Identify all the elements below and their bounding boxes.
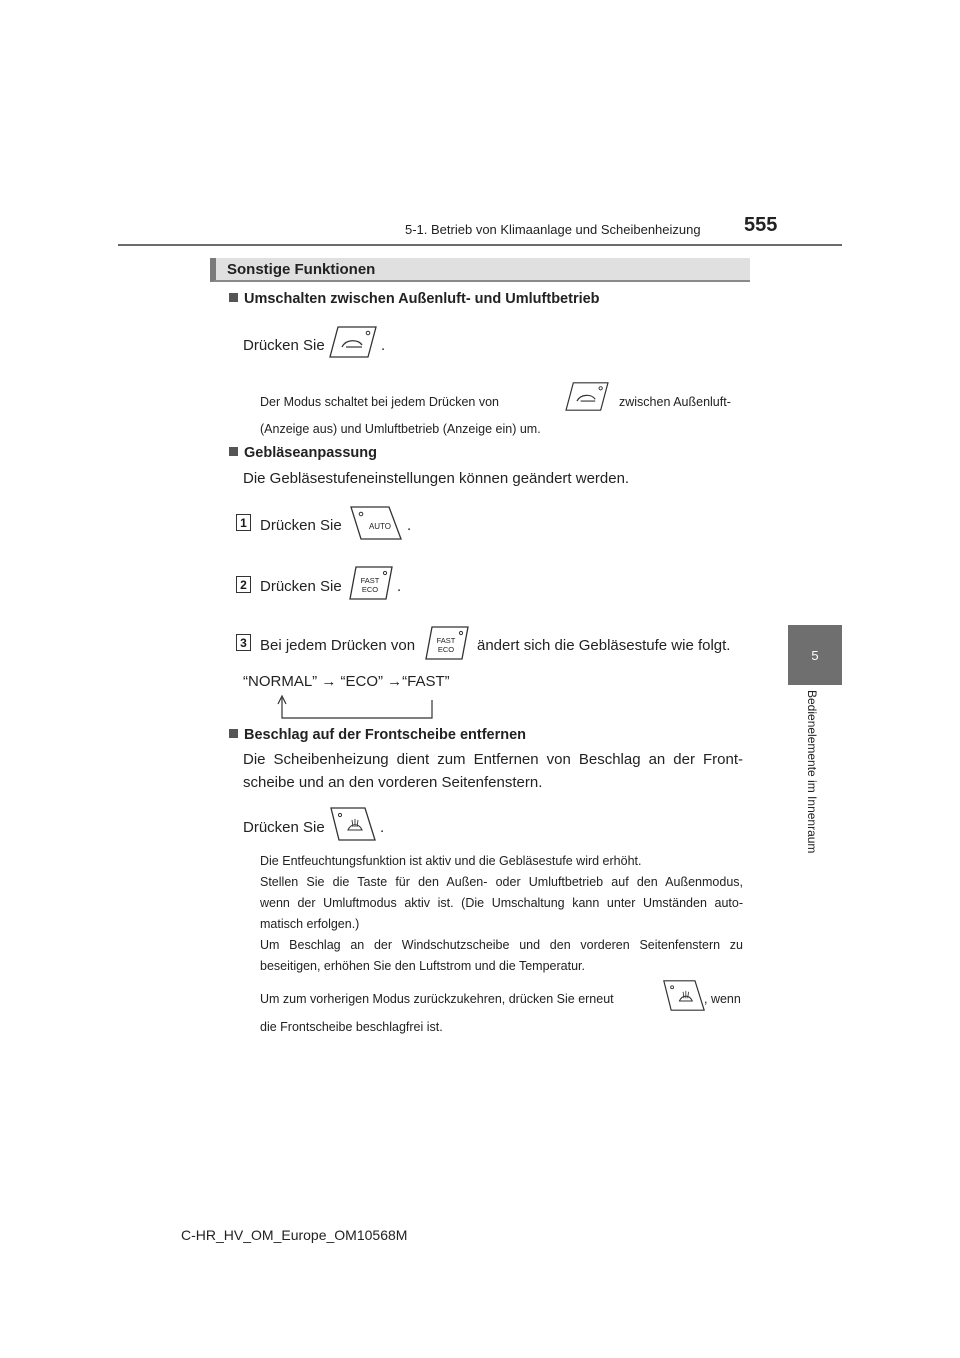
step-number-1: 1 bbox=[236, 514, 251, 531]
cycle-return-arrow-icon bbox=[272, 694, 438, 724]
fan-heading-row bbox=[229, 445, 377, 461]
fan-heading: Gebläseanpassung bbox=[244, 445, 377, 461]
fan-cycle-text: “NORMAL” → “ECO” →“FAST” bbox=[243, 673, 450, 690]
recirculation-button-icon bbox=[328, 325, 378, 359]
recirc-note-part1: Der Modus schaltet bei jedem Drücken von bbox=[260, 395, 500, 409]
defog-return-line2: die Frontscheibe beschlagfrei ist. bbox=[260, 1020, 443, 1034]
bullet-square-icon bbox=[229, 447, 238, 456]
defog-press-prefix: Drücken Sie bbox=[243, 819, 325, 836]
recirc-heading-row bbox=[229, 291, 600, 307]
defog-note-6: beseitigen, erhöhen Sie den Luftstrom und die Temperatur. bbox=[260, 959, 585, 973]
defog-heading-row bbox=[229, 727, 526, 743]
defog-press-suffix: . bbox=[380, 819, 385, 836]
document-id: C-HR_HV_OM_Europe_OM10568M bbox=[181, 1227, 408, 1243]
defog-heading: Beschlag auf der Frontscheibe entfernen bbox=[244, 727, 527, 743]
recirc-note-part2: zwischen Außenluft- bbox=[619, 395, 731, 409]
defog-return-part1: Um zum vorherigen Modus zurückzukehren, drücken Sie erneut bbox=[260, 992, 614, 1006]
defog-note-4: matisch erfolgen.) bbox=[260, 917, 360, 931]
auto-button-text: AUTO bbox=[368, 522, 392, 531]
step-1-prefix: Drücken Sie bbox=[260, 517, 342, 534]
chapter-tab: 5 bbox=[788, 625, 842, 685]
chapter-tab-label-wrap bbox=[805, 690, 827, 875]
section-header bbox=[210, 258, 750, 282]
step-3-prefix: Bei jedem Drücken von bbox=[260, 637, 416, 654]
bullet-square-icon bbox=[229, 293, 238, 302]
recirculation-button-icon bbox=[564, 381, 610, 412]
recirc-note-line2: (Anzeige aus) und Umluftbetrieb (Anzeige ein) um. bbox=[260, 422, 541, 436]
defog-intro-line1: Die Scheibenheizung dient zum Entfernen von Beschlag an der Front- bbox=[243, 751, 743, 768]
step-2-prefix: Drücken Sie bbox=[260, 578, 342, 595]
fast-eco-button-text-fast: FAST bbox=[360, 576, 380, 585]
defog-note-5: Um Beschlag an der Windschutzscheibe und den vorderen Seitenfenstern zu bbox=[260, 938, 743, 952]
auto-button-icon bbox=[349, 505, 403, 541]
defog-intro-line2: scheibe und an den vorderen Seitenfenstern. bbox=[243, 774, 543, 791]
defroster-button-icon bbox=[329, 806, 377, 842]
section-title: Sonstige Funktionen bbox=[227, 261, 376, 278]
defog-return-part2: , wenn bbox=[704, 992, 741, 1006]
recirc-press-suffix: . bbox=[381, 337, 386, 354]
fast-eco-button-text-fast: FAST bbox=[436, 636, 456, 645]
step-1-suffix: . bbox=[407, 517, 412, 534]
fast-eco-button-text-eco: ECO bbox=[437, 645, 455, 654]
step-number-2: 2 bbox=[236, 576, 251, 593]
header-divider bbox=[118, 244, 842, 246]
bullet-square-icon bbox=[229, 729, 238, 738]
fast-eco-button-text-eco: ECO bbox=[361, 585, 379, 594]
recirc-press-prefix: Drücken Sie bbox=[243, 337, 325, 354]
defog-note-2: Stellen Sie die Taste für den Außen- oder Umluftbetrieb auf den Außenmodus, bbox=[260, 875, 743, 889]
chapter-tab-label: Bedienelemente im Innenraum bbox=[805, 690, 819, 854]
recirc-heading: Umschalten zwischen Außenluft- und Umluftbetrieb bbox=[244, 291, 600, 307]
step-2-suffix: . bbox=[397, 578, 402, 595]
fast-eco-button-icon bbox=[424, 625, 470, 661]
page-number: 555 bbox=[744, 214, 778, 236]
chapter-title: 5-1. Betrieb von Klimaanlage und Scheibenheizung bbox=[405, 222, 701, 237]
defog-note-3: wenn der Umluftmodus aktiv ist. (Die Umschaltung kann unter Umständen auto- bbox=[260, 896, 743, 910]
defog-note-1: Die Entfeuchtungsfunktion ist aktiv und die Gebläsestufe wird erhöht. bbox=[260, 854, 642, 868]
fast-eco-button-icon bbox=[348, 565, 394, 601]
fan-intro: Die Gebläsestufeneinstellungen können geändert werden. bbox=[243, 470, 630, 487]
defroster-button-icon bbox=[662, 979, 706, 1012]
step-number-3: 3 bbox=[236, 634, 251, 651]
step-3-suffix: ändert sich die Gebläsestufe wie folgt. bbox=[477, 637, 731, 654]
